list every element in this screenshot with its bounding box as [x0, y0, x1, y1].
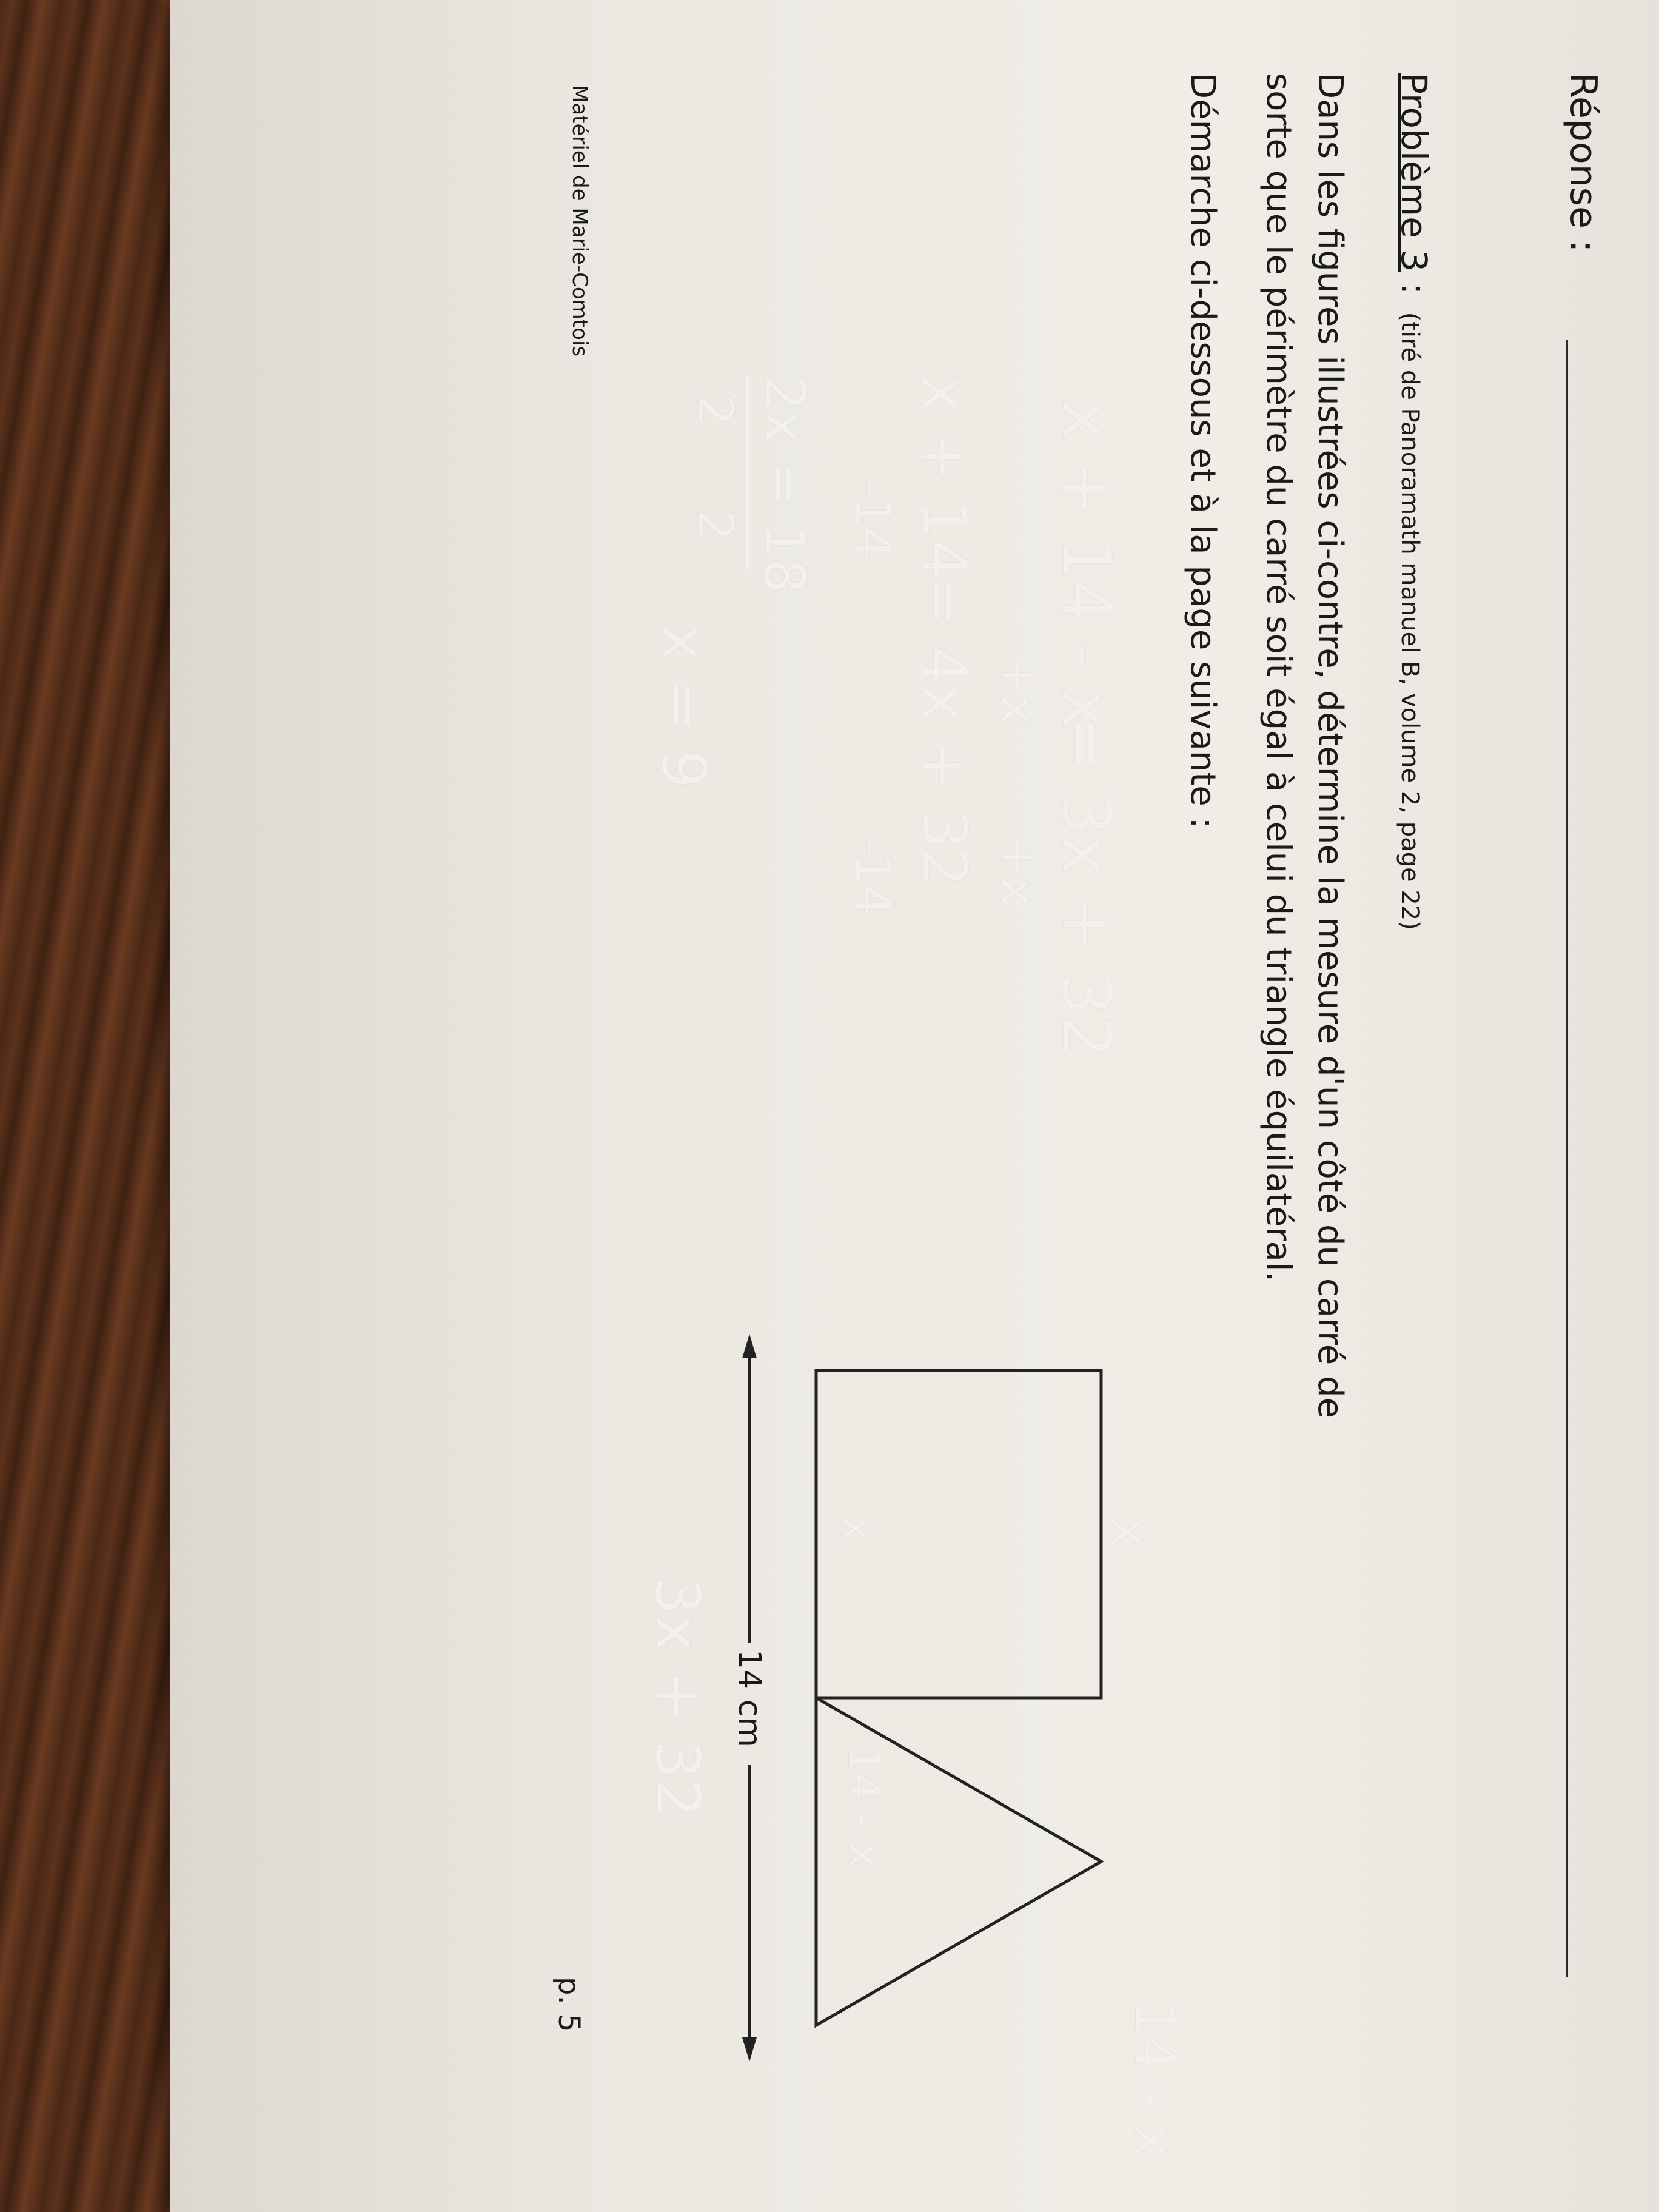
handwritten-square-side: x [1098, 1516, 1162, 1549]
problem-title [1393, 73, 1435, 930]
worksheet-paper [170, 0, 1659, 2212]
handwritten-sub-14-2: -14 [845, 837, 901, 916]
handwritten-triangle-side-inner: 14 - x [839, 1746, 889, 1868]
handwritten-result: x = 9 [648, 625, 719, 789]
problem-source: (tiré de Panoramath manuel B, volume 2, page 22) [1396, 312, 1424, 930]
handwritten-perimeter-note: 3x + 32 [642, 1577, 713, 1818]
handwritten-eq1-right: = 3x + 32 [1048, 716, 1125, 1058]
handwritten-divisor-left: 2 [687, 394, 743, 425]
arrow-left-head [742, 1334, 757, 1358]
handwritten-divisor-right: 2 [687, 509, 743, 540]
problem-title-text: Problème 3 [1393, 73, 1435, 272]
arrow-right-head [742, 2037, 757, 2062]
handwritten-eq1-left: x + 14 - x [1048, 400, 1125, 729]
handwritten-add-x-2: +x [990, 837, 1047, 907]
handwritten-triangle-side-outer: 14 - x [1122, 2001, 1186, 2157]
footer-credit: Matériel de Marie-Comtois [568, 85, 592, 357]
handwritten-sub-14-1: -14 [845, 479, 901, 558]
handwritten-eq2-right: = 4x + 32 [909, 576, 980, 887]
answer-label: Réponse : [1562, 73, 1604, 253]
handwritten-square-inner: x [833, 1516, 883, 1541]
handwritten-add-x-1: +x [990, 655, 1047, 725]
worksheet-content [170, 0, 1659, 2212]
handwritten-fraction-bar [746, 376, 749, 570]
wooden-table [0, 0, 182, 2212]
page-number: p. 5 [552, 1977, 586, 2033]
statement-line-2: sorte que le périmètre du carré soit égal à celui du triangle équilatéral. [1259, 73, 1298, 1282]
statement-line-1: Dans les figures illustrées ci-contre, détermine la mesure d'un côté du carré de [1310, 73, 1350, 1419]
method-label: Démarche ci-dessous et à la page suivante : [1183, 73, 1222, 829]
answer-line [1566, 340, 1568, 1977]
handwritten-eq3-left: 2x [752, 376, 816, 443]
base-label: 14 cm [731, 1649, 768, 1748]
handwritten-eq3-right: = 18 [752, 461, 816, 594]
handwritten-eq2-left: x + 14 [909, 376, 980, 578]
problem-title-colon: : [1393, 272, 1435, 295]
